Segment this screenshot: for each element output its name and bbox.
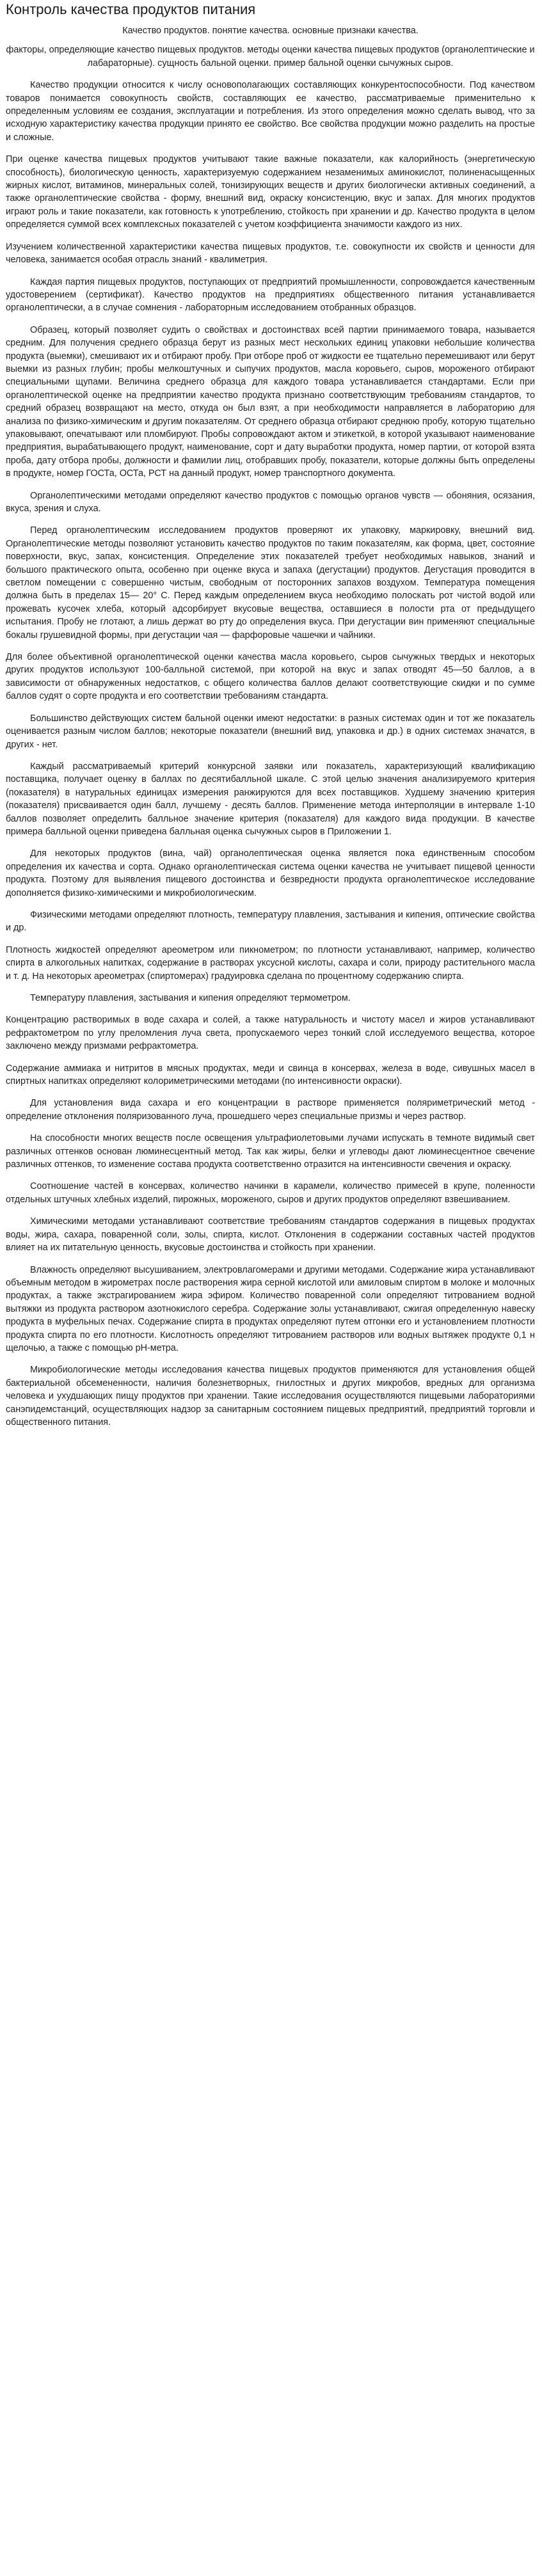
paragraph: Соотношение частей в консервах, количество начинки в карамели, количество примесей в крупе, поленности отдельных штучных хлебных изделий, пирожных, мороженого, сыров и других продуктов определяют взвешиванием. xyxy=(6,1181,535,1205)
paragraph: Химическими методами устанавливают соответствие требованиям стандартов содержания в пищевых продуктах воды, жира, сахара, поваренной соли, золы, спирта, кислот. Отклонения в содержании составных частей продуктов влияет на их питательную ценность, вкусовые достоинства и стойкость при хранении. xyxy=(6,1216,535,1253)
paragraph: Содержание аммиака и нитритов в мясных продуктах, меди и свинца в консервах, железа в воде, сивушных масел в спиртных напитках определяют колориметрическими методами (по интенсивности окраски). xyxy=(6,1063,535,1087)
intro-block xyxy=(6,24,535,70)
paragraph: Перед органолептическим исследованием продуктов проверяют их упаковку, маркировку, внешний вид. Органолептические методы позволяют установить качество продуктов по таким показателям, как форма, цвет, состояние поверхности, вкус, запах, консистенция. Определение этих показателей требует необходимых навыков, знаний и большого практического опыта, особенно при оценке вкуса и запаха (дегустации) продуктов. Дегустация проводится в светлом помещении с совершенно чистым, свободным от посторонних запахов воздухом. Температура помещения должна быть в пределах 15— 20° С. Перед каждым определением вкуса необходимо полоскать рот чистой водой или прожевать кусочек хлеба, который адсорбирует вкусовые вещества, оставшиеся в полости рта от предыдущего испытания. Пробу не глотают, а лишь держат во рту до определения вкуса. При дегустации вин применяют специальные бокалы грушевидной формы, при дегустации чая — фарфоровые чашечки и чайники. xyxy=(6,525,535,640)
intro-line: факторы, определяющие качество пищевых продуктов. методы оценки качества пищевых продуктов (органолептические и лабараторные). сущность бальной оценки. пример бальной оценки сычужных сыров. xyxy=(6,45,535,68)
paragraph: Каждая партия пищевых продуктов, поступающих от предприятий промышленности, сопровождается качественным удостоверением (сертификат). Качество продуктов на предприятиях общественного питания устанавливается органолептически, а в случае сомнения - лабораторным исследованием отобранных образцов. xyxy=(6,276,535,314)
paragraph: Для более объективной органолептической оценки качества масла коровьего, сыров сычужных твердых и некоторых других продуктов используют 100-балльной системой, при которой на вкус и запах отводят 45—50 баллов, а в зависимости от обнаруженных недостатков, с общего количества баллов делают соответствующие скидки и по сумме баллов судят о сорте продукта и его соответствии требованиям стандарта. xyxy=(6,652,535,702)
paragraph: Температуру плавления, застывания и кипения определяют термометром. xyxy=(30,993,351,1003)
intro-line: Качество продуктов. понятие качества. основные признаки качества. xyxy=(122,26,418,36)
paragraph: Качество продукции относится к числу основополагающих составляющих конкурентоспособности. Под качеством товаров понимается совокупность свойств, составляющих ее качество, рассматриваемые применительно к определенным условиям ее создания, эксплуатации и потребления. Из этого определения можно сделать вывод, что за исходную характеристику качества продукции принято ее свойство. Все свойства продукции можно разделить на простые и сложные. xyxy=(6,80,535,143)
article-body xyxy=(6,79,535,1429)
paragraph: Микробиологические методы исследования качества пищевых продуктов применяются для установления общей бактериальной обсемененности, наличия болезнетворных, гнилостных и других микробов, вредных для организма человека и ухудшающих пищу продуктов при хранении. Такие исследования осуществляются пищевыми лабораториями санэпидемстанций, осуществляющих надзор за санитарным состоянием пищевых предприятий, предприятий торговли и общественного питания. xyxy=(6,1365,535,1427)
paragraph: Изучением количественной характеристики качества пищевых продуктов, т.е. совокупности их свойств и ценности для человека, занимается особая отрасль знаний - квалиметрия. xyxy=(6,241,535,266)
paragraph: Органолептическими методами определяют качество продуктов с помощью органов чувств — обоняния, осязания, вкуса, зрения и слуха. xyxy=(6,490,535,514)
paragraph: Концентрацию растворимых в воде сахара и солей, а также натуральность и чистоту масел и жиров устанавливают рефрактометром по углу преломления луча света, пропускаемого через тонкий слой исследуемого вещества, которое заключено между призмами рефрактометра. xyxy=(6,1015,535,1052)
paragraph: Для некоторых продуктов (вина, чай) органолептическая оценка является пока единственным способом определения их качества и сорта. Однако органолептическая система оценки качества не учитывает пищевой ценности продукта. Поэтому для выявления пищевого достоинства и безвредности продукта органолептическое исследование дополняется физико-химическими и микробиологическим. xyxy=(6,848,535,898)
paragraph: На способности многих веществ после освещения ультрафиолетовыми лучами испускать в темноте видимый свет различных оттенков основан люминесцентный метод. Так как жиры, белки и углеводы дают люминесцентное свечение различных оттенков, то изменение состава продукта соответственно отразится на интенсивности свечения и окраску. xyxy=(6,1133,535,1170)
paragraph: Для установления вида сахара и его концентрации в растворе применяется поляриметрический метод - определение отклонения поляризованного луча, прошедшего через специальные призмы и через раствор. xyxy=(6,1098,535,1122)
paragraph: Образец, который позволяет судить о свойствах и достоинствах всей партии принимаемого товара, называется средним. Для получения среднего образца берут из разных мест нескольких единиц упаковки небольшие количества продукта (выемки), смешивают их и отбирают пробу. При отборе проб от жидкости ее тщательно перемешивают или берут выемки из разных глубин; пробы мелкоштучных и сыпучих продуктов, масла коровьего, сыров, мороженого отбирают специальными щупами. Величина среднего образца для каждого товара устанавливается стандартами. Если при органолептической оценке на предприятии качество продукта признано соответствующим требованиям стандартов, то средний образец возвращают на место, откуда он был взят, а при необходимости направляется в лабораторию для анализа по физико-химическим и другим показателям. От среднего образца отбирают среднюю пробу, которую тщательно упаковывают, опечатывают или пломбируют. Пробы сопровождают актом и этикеткой, в которой указывают наименование предприятия, вырабатывающего продукт, наименование, сорт и дату выработки продукта, номер партии, от которой взята проба, дату отбора пробы, должности и фамилии лиц, отобравших пробу, показатели, которые должны быть определены в продукте, номер ГОСТа, ОСТа, РСТ на данный продукт, номер транспортного документа. xyxy=(6,324,535,479)
paragraph: Влажность определяют высушиванием, электровлагомерами и другими методами. Содержание жира устанавливают объемным методом в жирометрах после растворения жира серной кислотой или амиловым спиртом в молоке и молочных продуктах, а также экстрагированием жира эфиром. Количество поваренной соли определяют титрованием водной вытяжки из продукта раствором азотнокислого серебра. Содержание золы устанавливают, сжигая определенную навеску продукта в муфельных печах. Содержание спирта в продуктах определяют путем отгонки его и установлением плотности продукта спирта по его плотности. Кислотность определяют титрованием растворов или водных вытяжек продукте 0,1 н щелочью, а также с помощью pH-метра. xyxy=(6,1264,535,1353)
paragraph: Большинство действующих систем бальной оценки имеют недостатки: в разных системах один и тот же показатель оценивается разным числом баллов; некоторые показатели (внешний вид, упаковка и др.) в одних системах значатся, в других - нет. xyxy=(6,713,535,750)
page-title: Контроль качества продуктов питания xyxy=(6,1,256,17)
paragraph: Каждый рассматриваемый критерий конкурсной заявки или показатель, характеризующий квалификацию поставщика, получает оценку в баллах по десятибалльной шкале. С этой целью значения анализируемого критерия (показателя) в натуральных единицах измерения ранжируются для всех поставщиков. Худшему значению критерия (показателя) присваивается один балл, лучшему - десять баллов. Применение метода интерполяции в интервале 1-10 баллов позволяет определить балльное значение критерия (показателя) для каждого вида продукции. В качестве примера балльной оценки приведена балльная оценка сычужных сыров в Приложении 1. xyxy=(6,761,535,837)
paragraph: Плотность жидкостей определяют ареометром или пикнометром; по плотности устанавливают, например, количество спирта в алкогольных напитках, содержание в растворах уксусной кислоты, сахара и соли, природу растительного масла и т. д. На некоторых ареометрах (спиртомерах) градуировка сделана по процентному содержанию спирта. xyxy=(6,944,535,982)
paragraph: Физическими методами определяют плотность, температуру плавления, застывания и кипения, оптические свойства и др. xyxy=(6,909,535,934)
paragraph: При оценке качества пищевых продуктов учитывают такие важные показатели, как калорийность (энергетическую способность), биологическую ценность, характеризуемую содержанием незаменимых аминокислот, полиненасыщенных жирных кислот, витаминов, минеральных солей, тонизирующих веществ и других биологически активных соединений, а также органолептические свойства - форму, внешний вид, окраску консистенцию, вкус и запах. Для многих продуктов играют роль и такие показатели, как готовность к употреблению, стойкость при хранении и др. Качество продукта в целом определяется суммой всех комплексных показателей с учетом коэффициента значимости каждого из них. xyxy=(6,154,535,230)
